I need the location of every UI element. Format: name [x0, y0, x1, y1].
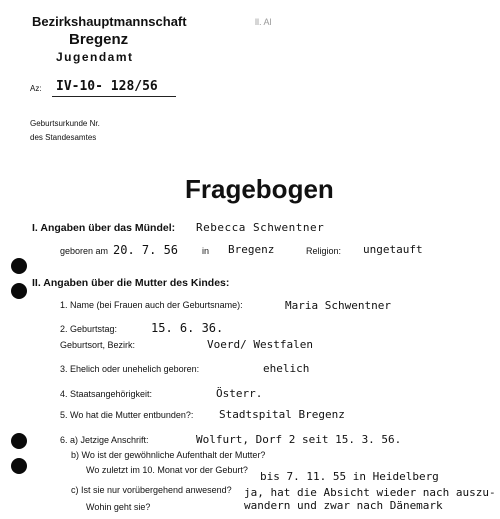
- punch-hole: [11, 283, 27, 299]
- usual-residence-label: b) Wo ist der gewöhnliche Aufenthalt der Mutter?: [71, 450, 266, 460]
- file-number-label: Az:: [30, 84, 42, 93]
- previous-residence-label: Wo zuletzt im 10. Monat vor der Geburt?: [86, 465, 248, 475]
- authority-department: Jugendamt: [56, 50, 134, 64]
- section-1-heading: I. Angaben über das Mündel:: [32, 222, 176, 234]
- previous-residence-value: bis 7. 11. 55 in Heidelberg: [260, 470, 439, 483]
- authority-name: Bezirkshauptmannschaft: [32, 14, 187, 29]
- nationality-label: 4. Staatsangehörigkeit:: [60, 389, 153, 399]
- delivery-place-label: 5. Wo hat die Mutter entbunden?:: [60, 410, 194, 420]
- punch-hole: [11, 258, 27, 274]
- religion-value: ungetauft: [363, 243, 423, 256]
- mother-birthplace-value: Voerd/ Westfalen: [207, 338, 313, 351]
- punch-hole: [11, 433, 27, 449]
- file-number-underline: [52, 96, 176, 97]
- birth-place-value: Bregenz: [228, 243, 275, 256]
- section-2-heading: II. Angaben über die Mutter des Kindes:: [32, 277, 230, 289]
- mother-birthday-value: 15. 6. 36.: [151, 321, 224, 335]
- birth-certificate-label: Geburtsurkunde Nr.: [30, 119, 100, 128]
- nationality-value: Österr.: [216, 387, 263, 400]
- birth-date-value: 20. 7. 56: [113, 243, 179, 257]
- ward-name-value: Rebecca Schwentner: [196, 221, 325, 234]
- legitimacy-value: ehelich: [263, 362, 310, 375]
- current-address-label: 6. a) Jetzige Anschrift:: [60, 435, 149, 445]
- birth-date-label: geboren am: [60, 246, 109, 256]
- mother-name-label: 1. Name (bei Frauen auch der Geburtsname):: [60, 300, 243, 310]
- destination-value: wandern und zwar nach Dänemark: [244, 499, 443, 512]
- religion-label: Religion:: [306, 246, 342, 256]
- temporary-presence-value: ja, hat die Absicht wieder nach auszu-: [244, 486, 496, 499]
- destination-label: Wohin geht sie?: [86, 502, 151, 512]
- mother-name-value: Maria Schwentner: [285, 299, 391, 312]
- current-address-value: Wolfurt, Dorf 2 seit 15. 3. 56.: [196, 433, 402, 446]
- registry-office-label: des Standesamtes: [30, 133, 97, 142]
- mother-birthplace-label: Geburtsort, Bezirk:: [60, 340, 136, 350]
- mother-birthday-label: 2. Geburtstag:: [60, 324, 118, 334]
- birth-place-label: in: [202, 246, 210, 256]
- authority-city: Bregenz: [69, 31, 129, 48]
- page-title: Fragebogen: [185, 174, 334, 204]
- punch-hole: [11, 458, 27, 474]
- delivery-place-value: Stadtspital Bregenz: [219, 408, 345, 421]
- stamp-mark: ll. Al: [255, 17, 272, 27]
- legitimacy-label: 3. Ehelich oder unehelich geboren:: [60, 364, 200, 374]
- file-number-value: IV-10- 128/56: [56, 79, 158, 94]
- temporary-presence-label: c) Ist sie nur vorübergehend anwesend?: [71, 485, 232, 495]
